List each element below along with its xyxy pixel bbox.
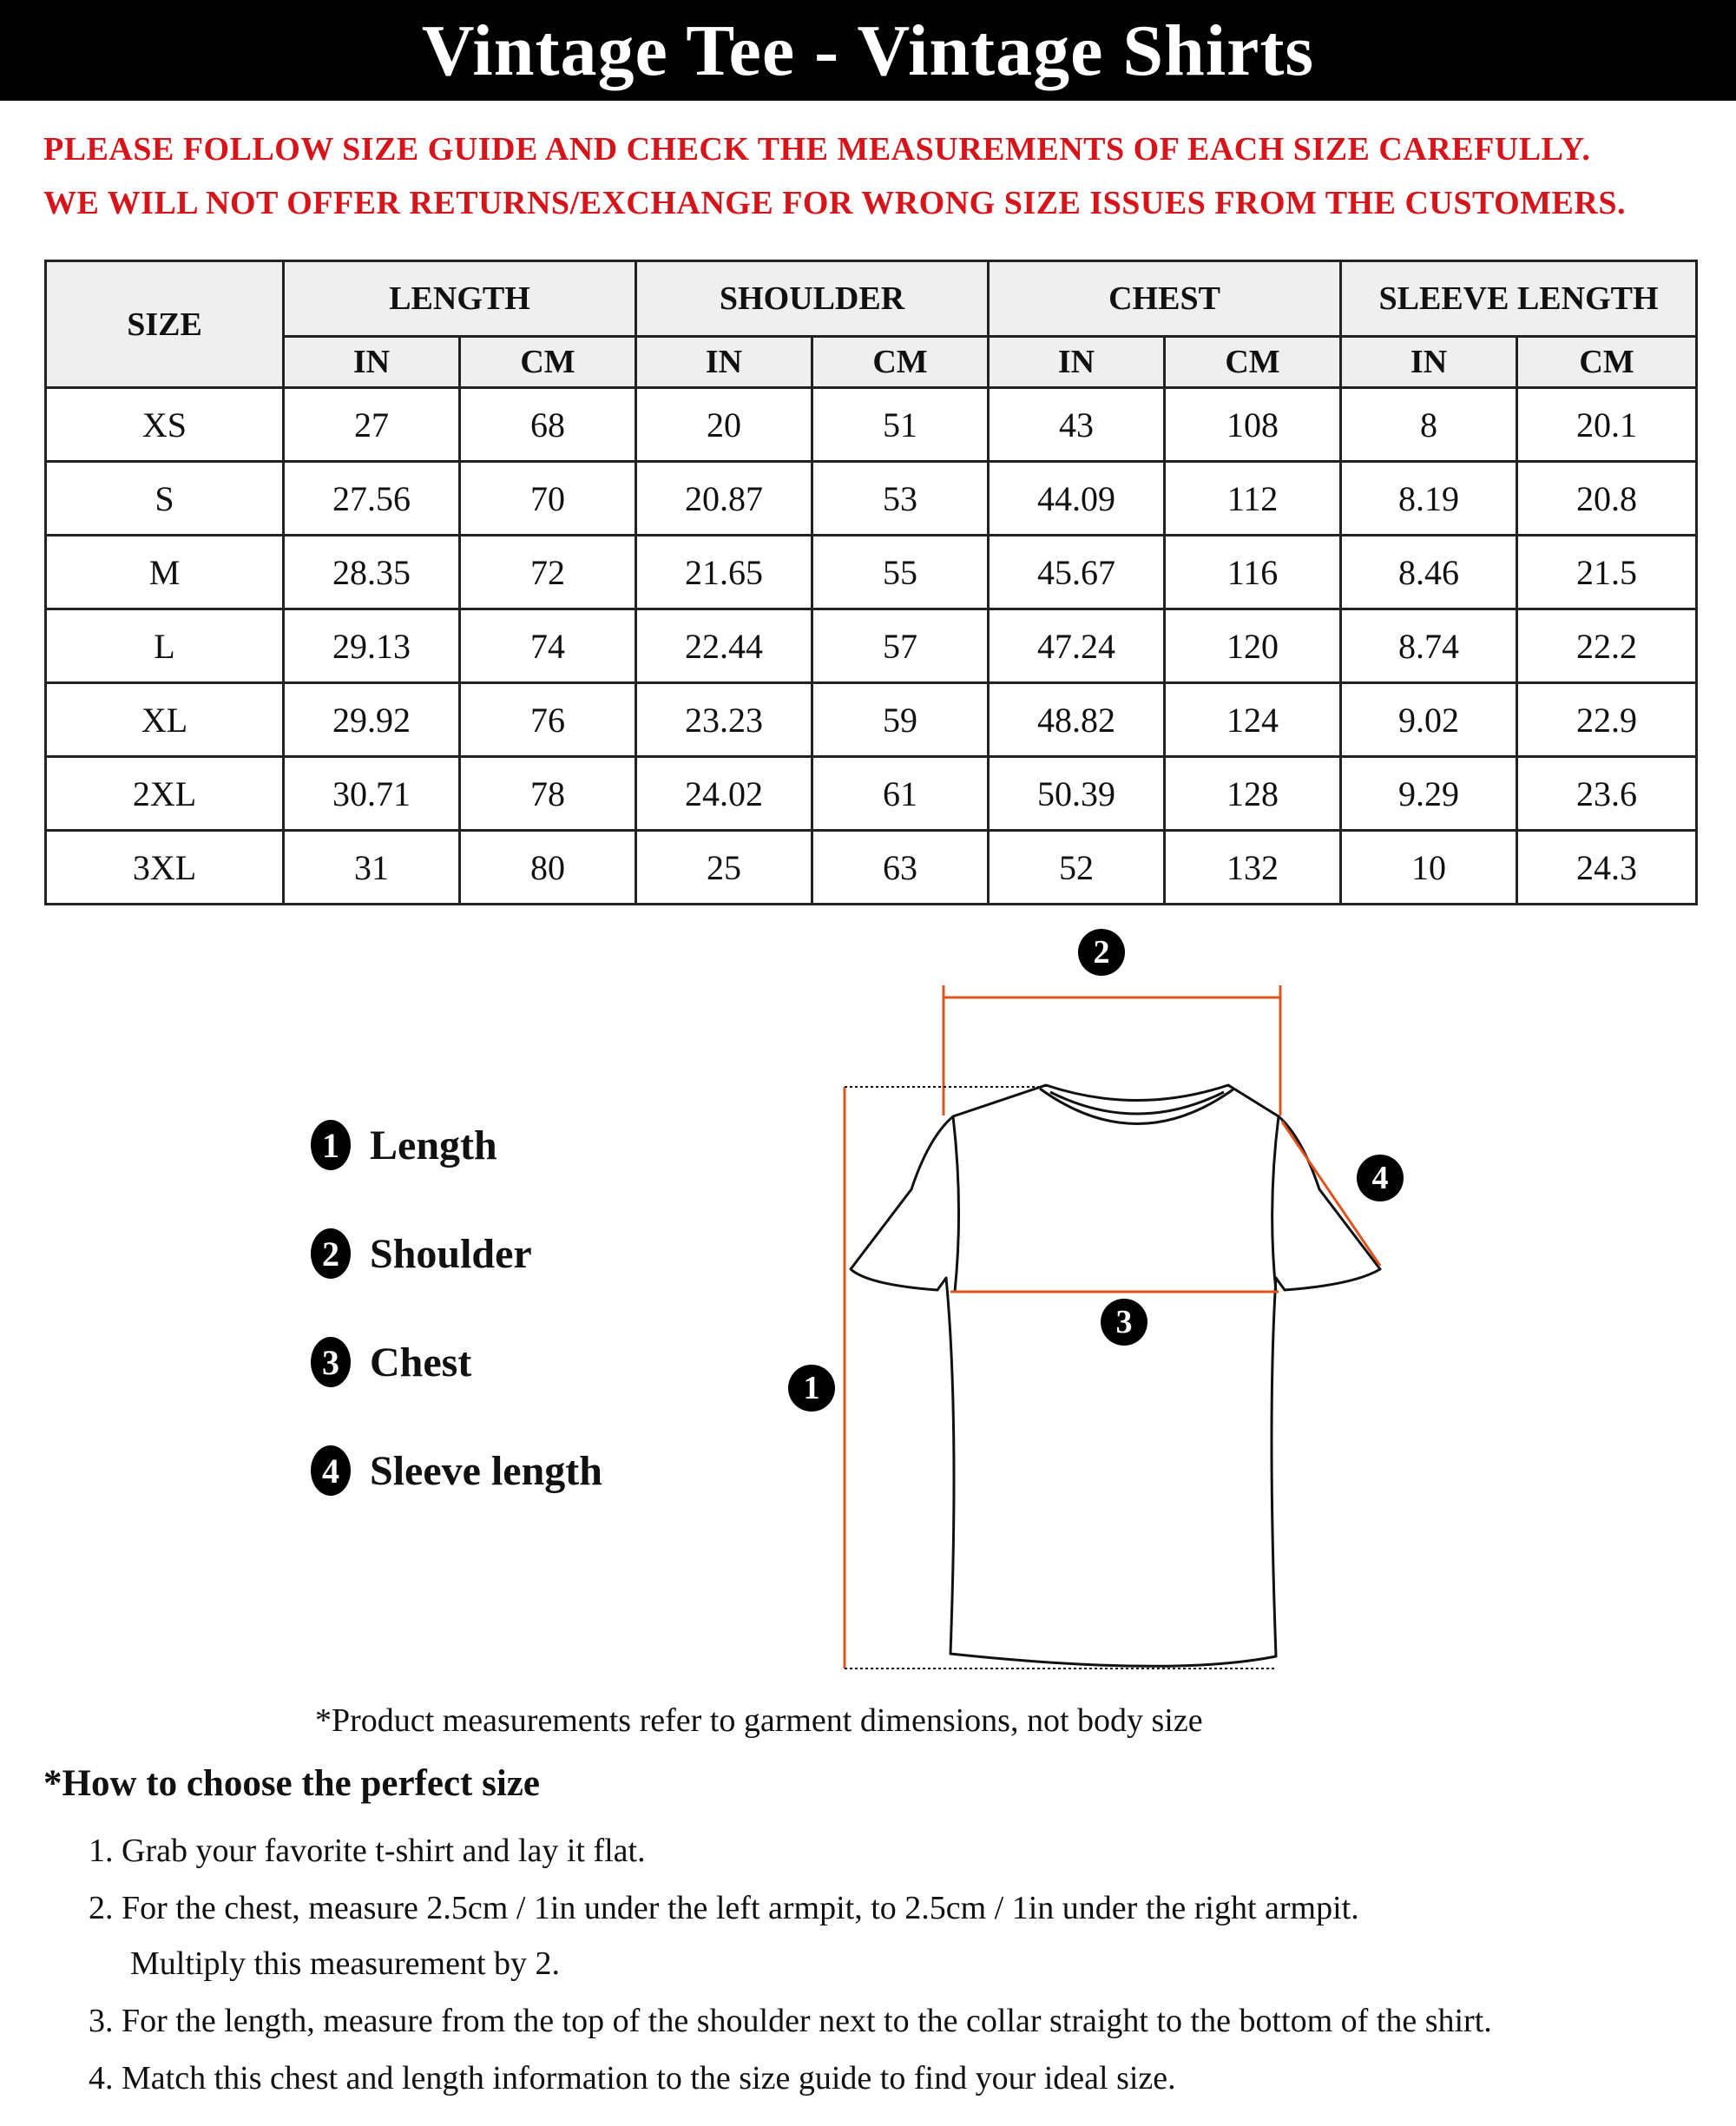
measurement-cell: 28.35 — [284, 536, 460, 609]
size-label-cell: XS — [46, 388, 284, 462]
tshirt-armhole-seams — [953, 1116, 1279, 1292]
measurement-cell: 53 — [812, 462, 989, 536]
sleeve-length-group-header: SLEEVE LENGTH — [1341, 261, 1697, 337]
table-row — [46, 757, 1697, 831]
measurement-cell: 30.71 — [284, 757, 460, 831]
measurement-cell: 24.3 — [1517, 831, 1697, 905]
unit-header: IN — [989, 337, 1165, 388]
measurement-cell: 20.8 — [1517, 462, 1697, 536]
measurement-cell: 24.02 — [636, 757, 812, 831]
legend-number-2: 2 — [311, 1228, 351, 1279]
table-group-header-row — [46, 261, 1697, 337]
measurement-cell: 70 — [460, 462, 636, 536]
size-label-cell: XL — [46, 683, 284, 757]
measurement-cell: 61 — [812, 757, 989, 831]
measurement-cell: 128 — [1165, 757, 1341, 831]
page-title-banner — [0, 0, 1736, 101]
measurement-cell: 22.2 — [1517, 609, 1697, 683]
measurement-cell: 31 — [284, 831, 460, 905]
measurement-cell: 20.87 — [636, 462, 812, 536]
size-label-cell: 2XL — [46, 757, 284, 831]
length-group-header: LENGTH — [284, 261, 636, 337]
tshirt-outline-icon — [764, 929, 1424, 1701]
unit-header: CM — [1165, 337, 1341, 388]
measurement-cell: 29.92 — [284, 683, 460, 757]
measurement-cell: 44.09 — [989, 462, 1165, 536]
legend-item-shoulder — [311, 1228, 532, 1279]
measurement-cell: 120 — [1165, 609, 1341, 683]
measurement-cell: 23.6 — [1517, 757, 1697, 831]
measurement-cell: 47.24 — [989, 609, 1165, 683]
measurement-cell: 52 — [989, 831, 1165, 905]
measurement-cell: 76 — [460, 683, 636, 757]
measurement-cell: 43 — [989, 388, 1165, 462]
table-unit-header-row — [46, 337, 1697, 388]
measurement-cell: 27.56 — [284, 462, 460, 536]
legend-label-length: Length — [370, 1122, 497, 1168]
howto-step-2: 2. For the chest, measure 2.5cm / 1in under the left armpit, to 2.5cm / 1in under the right armpit. — [89, 1890, 1359, 1926]
size-label-cell: M — [46, 536, 284, 609]
measurement-cell: 80 — [460, 831, 636, 905]
tshirt-measurement-diagram — [764, 929, 1424, 1706]
measurement-cell: 23.23 — [636, 683, 812, 757]
marker-length: 1 — [788, 1365, 835, 1412]
marker-sleeve-length: 4 — [1357, 1155, 1404, 1201]
measurement-cell: 68 — [460, 388, 636, 462]
measurement-cell: 45.67 — [989, 536, 1165, 609]
measurement-cell: 51 — [812, 388, 989, 462]
size-label-cell: L — [46, 609, 284, 683]
howto-step-1: 1. Grab your favorite t-shirt and lay it flat. — [89, 1833, 646, 1869]
legend-item-length — [311, 1120, 497, 1170]
shoulder-group-header: SHOULDER — [636, 261, 989, 337]
size-warning-line-1: PLEASE FOLLOW SIZE GUIDE AND CHECK THE MEASUREMENTS OF EACH SIZE CAREFULLY. — [43, 131, 1591, 168]
measurement-cell: 57 — [812, 609, 989, 683]
measurement-cell: 78 — [460, 757, 636, 831]
unit-header: CM — [812, 337, 989, 388]
unit-header: CM — [460, 337, 636, 388]
measurement-cell: 132 — [1165, 831, 1341, 905]
size-label-cell: S — [46, 462, 284, 536]
measurement-note: *Product measurements refer to garment dimensions, not body size — [315, 1702, 1203, 1739]
measurement-cell: 10 — [1341, 831, 1517, 905]
measurement-cell: 9.02 — [1341, 683, 1517, 757]
legend-label-chest: Chest — [370, 1339, 472, 1386]
unit-header: IN — [1341, 337, 1517, 388]
marker-shoulder: 2 — [1078, 929, 1125, 976]
measurement-cell: 8 — [1341, 388, 1517, 462]
legend-label-sleeve-length: Sleeve length — [370, 1447, 602, 1494]
measurement-cell: 27 — [284, 388, 460, 462]
measurement-cell: 22.9 — [1517, 683, 1697, 757]
howto-step-3: 3. For the length, measure from the top of the shoulder next to the collar straight to the bottom of the shirt. — [89, 2003, 1492, 2039]
page-title: Vintage Tee - Vintage Shirts — [421, 10, 1315, 91]
measurement-cell: 112 — [1165, 462, 1341, 536]
unit-header: IN — [636, 337, 812, 388]
measurement-cell: 63 — [812, 831, 989, 905]
howto-step-4: 4. Match this chest and length information to the size guide to find your ideal size. — [89, 2060, 1176, 2096]
measurement-cell: 48.82 — [989, 683, 1165, 757]
size-column-header: SIZE — [46, 261, 284, 388]
measurement-cell: 22.44 — [636, 609, 812, 683]
measurement-cell: 8.19 — [1341, 462, 1517, 536]
measurement-cell: 29.13 — [284, 609, 460, 683]
table-row — [46, 831, 1697, 905]
tshirt-collar — [1040, 1089, 1234, 1124]
table-row — [46, 536, 1697, 609]
table-row — [46, 462, 1697, 536]
table-row — [46, 388, 1697, 462]
table-row — [46, 683, 1697, 757]
chest-group-header: CHEST — [989, 261, 1341, 337]
measurement-cell: 116 — [1165, 536, 1341, 609]
measurement-cell: 124 — [1165, 683, 1341, 757]
legend-number-1: 1 — [311, 1120, 351, 1170]
legend-number-4: 4 — [311, 1445, 351, 1496]
legend-label-shoulder: Shoulder — [370, 1230, 532, 1277]
marker-chest: 3 — [1101, 1299, 1147, 1346]
unit-header: IN — [284, 337, 460, 388]
howto-step-2-continued: Multiply this measurement by 2. — [130, 1945, 561, 1982]
size-chart-table — [44, 260, 1698, 905]
measurement-cell: 59 — [812, 683, 989, 757]
measurement-cell: 21.5 — [1517, 536, 1697, 609]
tshirt-body-outline — [851, 1085, 1380, 1666]
howto-title: *How to choose the perfect size — [43, 1763, 540, 1804]
measurement-cell: 21.65 — [636, 536, 812, 609]
measurement-cell: 72 — [460, 536, 636, 609]
legend-item-chest — [311, 1337, 471, 1387]
measurement-cell: 108 — [1165, 388, 1341, 462]
size-label-cell: 3XL — [46, 831, 284, 905]
legend-number-3: 3 — [311, 1337, 351, 1387]
measurement-cell: 50.39 — [989, 757, 1165, 831]
measurement-cell: 55 — [812, 536, 989, 609]
measurement-cell: 25 — [636, 831, 812, 905]
measurement-cell: 8.74 — [1341, 609, 1517, 683]
measurement-cell: 74 — [460, 609, 636, 683]
unit-header: CM — [1517, 337, 1697, 388]
size-warning-line-2: WE WILL NOT OFFER RETURNS/EXCHANGE FOR WRONG SIZE ISSUES FROM THE CUSTOMERS. — [43, 185, 1626, 221]
measurement-cell: 9.29 — [1341, 757, 1517, 831]
table-row — [46, 609, 1697, 683]
measurement-cell: 8.46 — [1341, 536, 1517, 609]
legend-item-sleeve-length — [311, 1445, 602, 1496]
measurement-cell: 20 — [636, 388, 812, 462]
measurement-cell: 20.1 — [1517, 388, 1697, 462]
